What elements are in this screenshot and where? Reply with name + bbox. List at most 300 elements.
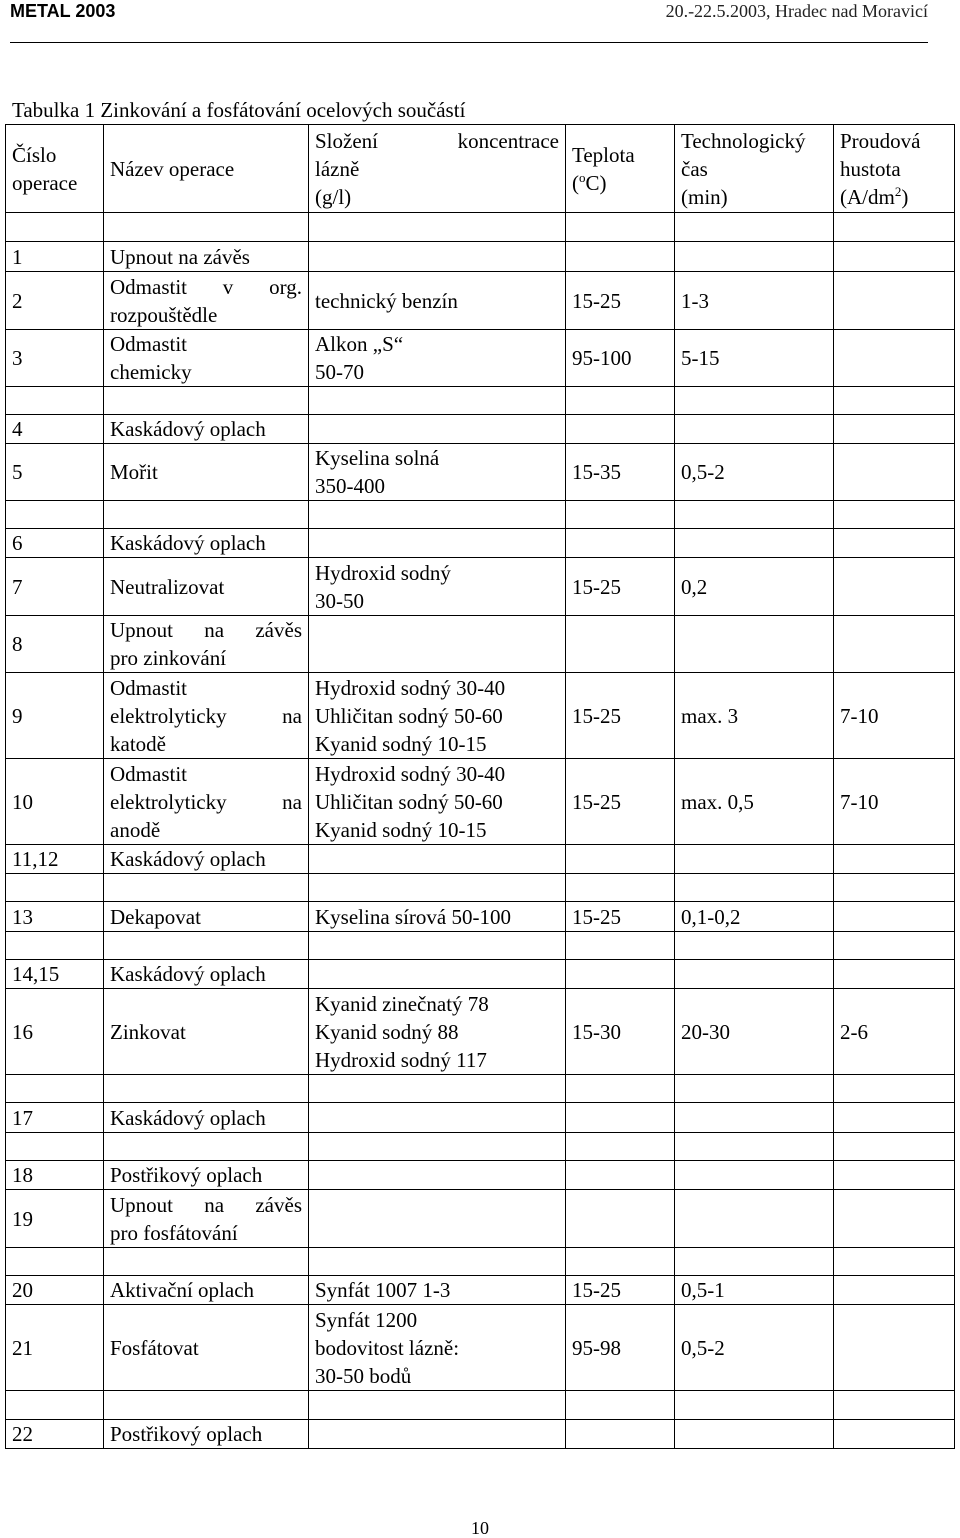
- cell-nazev-line: Odmastit: [110, 675, 187, 700]
- cell-cislo: [6, 1190, 104, 1248]
- cell-slozeni: [309, 902, 566, 932]
- cell-cas-line: 1-3: [681, 288, 709, 313]
- col-header-slozeni-line3: (g/l): [315, 184, 352, 209]
- cell-hustota: [834, 558, 955, 616]
- cell-teplota: [566, 1103, 675, 1133]
- cell-cas: [675, 960, 834, 989]
- col-header-teplota-unit: C): [585, 170, 607, 195]
- cell-nazev: [104, 616, 309, 673]
- cell-nazev: [104, 1190, 309, 1248]
- spacer-cell: [675, 501, 834, 529]
- spacer-cell: [675, 213, 834, 242]
- cell-cas: [675, 415, 834, 444]
- conference-title: METAL 2003: [10, 1, 116, 21]
- spacer-row: [6, 874, 955, 902]
- col-header-hustota-close: ): [901, 184, 909, 209]
- cell-nazev-line: Neutralizovat: [110, 574, 225, 599]
- cell-hustota: [834, 415, 955, 444]
- cell-cislo-line: 16: [12, 1019, 33, 1044]
- cell-cislo-line: 3: [12, 346, 23, 370]
- col-header-teplota: [566, 125, 675, 213]
- spacer-cell: [104, 1075, 309, 1103]
- cell-nazev-line: Mořit: [110, 460, 158, 484]
- cell-cas-line: 0,2: [681, 574, 708, 599]
- cell-cislo-line: 7: [12, 574, 23, 599]
- cell-hustota: [834, 1161, 955, 1190]
- spacer-cell: [309, 213, 566, 242]
- cell-hustota: [834, 616, 955, 673]
- cell-cislo-line: 6: [12, 531, 23, 555]
- col-header-hustota-unit: (A/dm: [840, 184, 895, 209]
- cell-teplota: [566, 902, 675, 932]
- cell-teplota: [566, 673, 675, 759]
- spacer-cell: [566, 501, 675, 529]
- cell-slozeni: [309, 1190, 566, 1248]
- spacer-cell: [675, 1391, 834, 1420]
- cell-nazev-line: Upnout na závěs: [110, 244, 250, 269]
- cell-nazev-line: rozpouštědle: [110, 302, 218, 327]
- cell-slozeni: [309, 242, 566, 272]
- cell-nazev: [104, 529, 309, 558]
- table-row: [6, 960, 955, 989]
- cell-cislo: [6, 1276, 104, 1305]
- cell-cas: [675, 845, 834, 874]
- spacer-cell: [309, 1391, 566, 1420]
- spacer-cell: [6, 1133, 104, 1161]
- spacer-row: [6, 213, 955, 242]
- cell-slozeni: [309, 1103, 566, 1133]
- cell-cislo-line: 18: [12, 1163, 33, 1187]
- cell-cislo: [6, 759, 104, 845]
- cell-hustota: [834, 989, 955, 1075]
- cell-nazev: [104, 1161, 309, 1190]
- spacer-cell: [104, 1248, 309, 1276]
- cell-nazev: [104, 989, 309, 1075]
- cell-slozeni: [309, 1161, 566, 1190]
- cell-cislo-line: 11,12: [12, 847, 59, 871]
- cell-slozeni-line: technický benzín: [315, 288, 458, 313]
- col-header-slozeni-word1: Složení: [315, 128, 378, 153]
- cell-hustota: [834, 330, 955, 387]
- spacer-cell: [309, 874, 566, 902]
- cell-cislo: [6, 1420, 104, 1449]
- cell-cislo: [6, 330, 104, 387]
- cell-nazev-line: Aktivační oplach: [110, 1278, 255, 1302]
- cell-teplota: [566, 1161, 675, 1190]
- cell-nazev: [104, 1103, 309, 1133]
- cell-nazev-line: Fosfátovat: [110, 1335, 199, 1360]
- cell-cas: [675, 673, 834, 759]
- table-row: [6, 415, 955, 444]
- cell-hustota: [834, 444, 955, 501]
- cell-teplota: [566, 1276, 675, 1305]
- cell-cislo: [6, 845, 104, 874]
- cell-hustota: [834, 272, 955, 330]
- cell-hustota: [834, 1420, 955, 1449]
- col-header-teplota-line2: [572, 169, 668, 197]
- table-row: [6, 616, 955, 673]
- cell-slozeni-line: Kyanid sodný 10-15: [315, 817, 487, 842]
- col-header-hustota-line2: hustota: [840, 156, 901, 181]
- cell-nazev-line: Upnout na závěs: [110, 618, 302, 642]
- spacer-cell: [834, 213, 955, 242]
- spacer-row: [6, 1133, 955, 1161]
- cell-nazev-line: Kaskádový oplach: [110, 1105, 266, 1130]
- cell-teplota: [566, 989, 675, 1075]
- cell-cas-line: 0,1-0,2: [681, 904, 741, 929]
- col-header-hustota: [834, 125, 955, 213]
- cell-slozeni: [309, 330, 566, 387]
- table-row: [6, 529, 955, 558]
- cell-cas: [675, 616, 834, 673]
- spacer-cell: [834, 1133, 955, 1161]
- spacer-cell: [566, 1075, 675, 1103]
- cell-nazev: [104, 673, 309, 759]
- cell-teplota: [566, 845, 675, 874]
- cell-nazev-line: Postřikový oplach: [110, 1422, 263, 1446]
- cell-teplota-line: 15-35: [572, 460, 621, 484]
- spacer-cell: [675, 932, 834, 960]
- cell-teplota: [566, 759, 675, 845]
- cell-nazev-line: Kaskádový oplach: [110, 531, 266, 555]
- cell-teplota-line: 95-98: [572, 1335, 621, 1360]
- cell-cas: [675, 902, 834, 932]
- table-row: [6, 673, 955, 759]
- cell-teplota-line: 95-100: [572, 346, 632, 370]
- spacer-row: [6, 501, 955, 529]
- spacer-cell: [675, 874, 834, 902]
- cell-nazev-line: chemicky: [110, 360, 192, 384]
- cell-nazev-line: Zinkovat: [110, 1019, 186, 1044]
- table-row: [6, 1161, 955, 1190]
- cell-nazev: [104, 1276, 309, 1305]
- cell-hustota: [834, 673, 955, 759]
- cell-cislo-line: 17: [12, 1105, 33, 1130]
- spacer-row: [6, 1391, 955, 1420]
- cell-slozeni: [309, 558, 566, 616]
- cell-nazev: [104, 242, 309, 272]
- col-header-teplota-open: (: [572, 170, 579, 195]
- spacer-row: [6, 1248, 955, 1276]
- cell-nazev-line: katodě: [110, 731, 166, 756]
- col-header-cislo-line1: Číslo: [12, 142, 57, 167]
- spacer-cell: [566, 387, 675, 415]
- cell-teplota: [566, 1190, 675, 1248]
- cell-nazev-line: Odmastit v org.: [110, 274, 302, 299]
- cell-teplota: [566, 616, 675, 673]
- spacer-cell: [104, 1391, 309, 1420]
- spacer-cell: [834, 1391, 955, 1420]
- cell-teplota: [566, 558, 675, 616]
- col-header-cas-line1: Technologický: [681, 128, 806, 153]
- cell-slozeni: [309, 272, 566, 330]
- spacer-cell: [6, 387, 104, 415]
- cell-cas: [675, 1420, 834, 1449]
- spacer-cell: [834, 387, 955, 415]
- col-header-slozeni-word2: koncentrace: [457, 128, 559, 153]
- cell-nazev: [104, 558, 309, 616]
- cell-hustota: [834, 902, 955, 932]
- spacer-cell: [675, 1133, 834, 1161]
- cell-cas: [675, 242, 834, 272]
- cell-cislo: [6, 1305, 104, 1391]
- cell-cislo: [6, 1103, 104, 1133]
- cell-cislo: [6, 415, 104, 444]
- table-row: [6, 759, 955, 845]
- cell-cas-line: max. 3: [681, 703, 739, 728]
- cell-cislo: [6, 444, 104, 501]
- cell-nazev: [104, 415, 309, 444]
- cell-cas: [675, 558, 834, 616]
- cell-teplota: [566, 529, 675, 558]
- cell-slozeni-line: 350-400: [315, 474, 385, 498]
- spacer-cell: [104, 874, 309, 902]
- cell-slozeni-line: Kyselina solná: [315, 446, 440, 470]
- table-row: [6, 242, 955, 272]
- page-number: 10: [471, 1518, 489, 1538]
- cell-nazev-line: elektrolyticky na: [110, 703, 302, 728]
- cell-nazev-line: pro fosfátování: [110, 1220, 238, 1245]
- cell-slozeni-line: Uhličitan sodný 50-60: [315, 789, 503, 814]
- cell-cislo-line: 21: [12, 1335, 33, 1360]
- cell-nazev: [104, 1420, 309, 1449]
- cell-teplota: [566, 1305, 675, 1391]
- table-row: [6, 272, 955, 330]
- cell-teplota: [566, 242, 675, 272]
- cell-teplota-line: 15-30: [572, 1019, 621, 1044]
- table-row: [6, 1103, 955, 1133]
- cell-slozeni: [309, 845, 566, 874]
- cell-cislo-line: 4: [12, 417, 23, 441]
- cell-nazev-line: Kaskádový oplach: [110, 962, 266, 986]
- table-row: [6, 1276, 955, 1305]
- cell-teplota: [566, 444, 675, 501]
- spacer-cell: [6, 874, 104, 902]
- cell-cas-line: 5-15: [681, 346, 720, 370]
- cell-hustota: [834, 1305, 955, 1391]
- cell-cas-line: max. 0,5: [681, 789, 754, 814]
- spacer-cell: [566, 213, 675, 242]
- cell-hustota: [834, 845, 955, 874]
- col-header-hustota-line3: [840, 183, 948, 211]
- cell-cislo-line: 10: [12, 789, 33, 814]
- col-header-slozeni-line1: [315, 127, 559, 155]
- cell-cislo-line: 5: [12, 460, 23, 484]
- cell-slozeni: [309, 616, 566, 673]
- cell-slozeni: [309, 759, 566, 845]
- spacer-cell: [6, 1248, 104, 1276]
- cell-nazev: [104, 759, 309, 845]
- cell-cas: [675, 1190, 834, 1248]
- col-header-cislo: [6, 125, 104, 213]
- cell-slozeni: [309, 1305, 566, 1391]
- cell-teplota: [566, 415, 675, 444]
- table-row: [6, 1420, 955, 1449]
- cell-nazev: [104, 1305, 309, 1391]
- cell-slozeni-line: Kyanid sodný 88: [315, 1019, 459, 1044]
- cell-cislo: [6, 989, 104, 1075]
- col-header-slozeni-line2: lázně: [315, 156, 360, 181]
- spacer-cell: [6, 932, 104, 960]
- col-header-cas-line3: (min): [681, 184, 728, 209]
- cell-nazev-line: Odmastit: [110, 761, 187, 786]
- spacer-cell: [566, 932, 675, 960]
- col-header-nazev-line1: Název operace: [110, 156, 235, 181]
- spacer-cell: [566, 874, 675, 902]
- cell-slozeni: [309, 444, 566, 501]
- cell-slozeni: [309, 1420, 566, 1449]
- spacer-cell: [309, 1133, 566, 1161]
- spacer-cell: [675, 1248, 834, 1276]
- col-header-cislo-line2: operace: [12, 170, 78, 195]
- spacer-cell: [6, 1391, 104, 1420]
- cell-cas: [675, 989, 834, 1075]
- cell-slozeni: [309, 673, 566, 759]
- cell-cas: [675, 444, 834, 501]
- table-body: [6, 125, 955, 1449]
- cell-cislo-line: 22: [12, 1422, 33, 1446]
- cell-slozeni-line: Uhličitan sodný 50-60: [315, 703, 503, 728]
- cell-cislo-line: 1: [12, 244, 23, 269]
- spacer-cell: [104, 213, 309, 242]
- cell-slozeni: [309, 989, 566, 1075]
- cell-slozeni: [309, 529, 566, 558]
- col-header-cas-line2: čas: [681, 156, 708, 181]
- cell-slozeni-line: Hydroxid sodný 117: [315, 1047, 487, 1072]
- cell-hustota: [834, 242, 955, 272]
- cell-slozeni-line: bodovitost lázně:: [315, 1335, 460, 1360]
- cell-teplota: [566, 1420, 675, 1449]
- col-header-teplota-line1: Teplota: [572, 142, 635, 167]
- spacer-cell: [834, 1248, 955, 1276]
- spacer-cell: [309, 1248, 566, 1276]
- cell-nazev-line: pro zinkování: [110, 646, 227, 670]
- cell-nazev-line: Kaskádový oplach: [110, 847, 266, 871]
- cell-cas: [675, 1276, 834, 1305]
- col-header-teplota-degree: o: [579, 169, 586, 185]
- cell-cislo: [6, 673, 104, 759]
- cell-cislo-line: 2: [12, 288, 23, 313]
- conference-date-place: 20.-22.5.2003, Hradec nad Moravicí: [665, 1, 928, 21]
- spacer-cell: [675, 1075, 834, 1103]
- cell-nazev: [104, 330, 309, 387]
- cell-hustota: [834, 960, 955, 989]
- cell-cislo: [6, 558, 104, 616]
- spacer-cell: [104, 932, 309, 960]
- cell-nazev-line: Kaskádový oplach: [110, 417, 266, 441]
- cell-cislo: [6, 960, 104, 989]
- cell-cislo-line: 8: [12, 632, 23, 656]
- cell-cas: [675, 759, 834, 845]
- table-wrapper: [5, 124, 954, 1449]
- cell-cas: [675, 1103, 834, 1133]
- table-caption: Tabulka 1 Zinkování a fosfátování ocelových součástí: [12, 98, 466, 122]
- cell-slozeni-line: Kyanid zinečnatý 78: [315, 991, 489, 1016]
- cell-slozeni: [309, 960, 566, 989]
- cell-slozeni-line: Kyselina sírová 50-100: [315, 904, 511, 929]
- cell-nazev-line: Postřikový oplach: [110, 1163, 263, 1187]
- cell-cislo-line: 20: [12, 1278, 33, 1302]
- cell-cas: [675, 1161, 834, 1190]
- table-row: [6, 330, 955, 387]
- spacer-row: [6, 1075, 955, 1103]
- cell-slozeni-line: Synfát 1200: [315, 1307, 418, 1332]
- spacer-cell: [104, 1133, 309, 1161]
- process-table: [5, 124, 955, 1449]
- cell-nazev-line: Dekapovat: [110, 904, 201, 929]
- cell-hustota: [834, 529, 955, 558]
- cell-teplota: [566, 272, 675, 330]
- cell-cas: [675, 330, 834, 387]
- cell-cislo: [6, 242, 104, 272]
- cell-nazev: [104, 272, 309, 330]
- table-row: [6, 444, 955, 501]
- spacer-cell: [309, 1075, 566, 1103]
- spacer-cell: [566, 1391, 675, 1420]
- table-row: [6, 1305, 955, 1391]
- cell-teplota-line: 15-25: [572, 288, 621, 313]
- cell-slozeni-line: Hydroxid sodný 30-40: [315, 675, 506, 700]
- cell-cas-line: 20-30: [681, 1019, 730, 1044]
- table-row: [6, 902, 955, 932]
- cell-slozeni-line: Synfát 1007 1-3: [315, 1278, 451, 1302]
- cell-cislo: [6, 529, 104, 558]
- spacer-cell: [834, 874, 955, 902]
- table-row: [6, 558, 955, 616]
- cell-slozeni-line: 30-50: [315, 588, 364, 613]
- cell-cas-line: 0,5-1: [681, 1278, 725, 1302]
- cell-hustota-line: 7-10: [840, 789, 879, 814]
- spacer-cell: [309, 501, 566, 529]
- cell-nazev-line: Upnout na závěs: [110, 1192, 302, 1217]
- cell-teplota-line: 15-25: [572, 574, 621, 599]
- cell-nazev: [104, 845, 309, 874]
- cell-cislo: [6, 902, 104, 932]
- col-header-nazev: [104, 125, 309, 213]
- spacer-cell: [566, 1248, 675, 1276]
- cell-cas: [675, 272, 834, 330]
- spacer-cell: [104, 387, 309, 415]
- spacer-cell: [309, 387, 566, 415]
- cell-cislo: [6, 272, 104, 330]
- table-header-row: [6, 125, 955, 213]
- spacer-cell: [6, 501, 104, 529]
- cell-nazev-line: Odmastit: [110, 332, 187, 356]
- col-header-slozeni: [309, 125, 566, 213]
- cell-teplota-line: 15-25: [572, 789, 621, 814]
- cell-slozeni-line: Alkon „S“: [315, 332, 404, 356]
- cell-hustota: [834, 1190, 955, 1248]
- col-header-cas: [675, 125, 834, 213]
- spacer-row: [6, 932, 955, 960]
- spacer-cell: [6, 213, 104, 242]
- table-row: [6, 845, 955, 874]
- cell-teplota: [566, 960, 675, 989]
- cell-hustota-line: 2-6: [840, 1019, 868, 1044]
- table-row: [6, 989, 955, 1075]
- cell-slozeni-line: Hydroxid sodný: [315, 560, 451, 585]
- cell-nazev: [104, 902, 309, 932]
- cell-slozeni: [309, 1276, 566, 1305]
- cell-hustota: [834, 1103, 955, 1133]
- cell-teplota-line: 15-25: [572, 1278, 621, 1302]
- cell-slozeni-line: 30-50 bodů: [315, 1363, 412, 1388]
- cell-slozeni-line: Hydroxid sodný 30-40: [315, 761, 506, 786]
- spacer-cell: [566, 1133, 675, 1161]
- cell-slozeni: [309, 415, 566, 444]
- cell-hustota: [834, 1276, 955, 1305]
- cell-nazev-line: anodě: [110, 817, 161, 842]
